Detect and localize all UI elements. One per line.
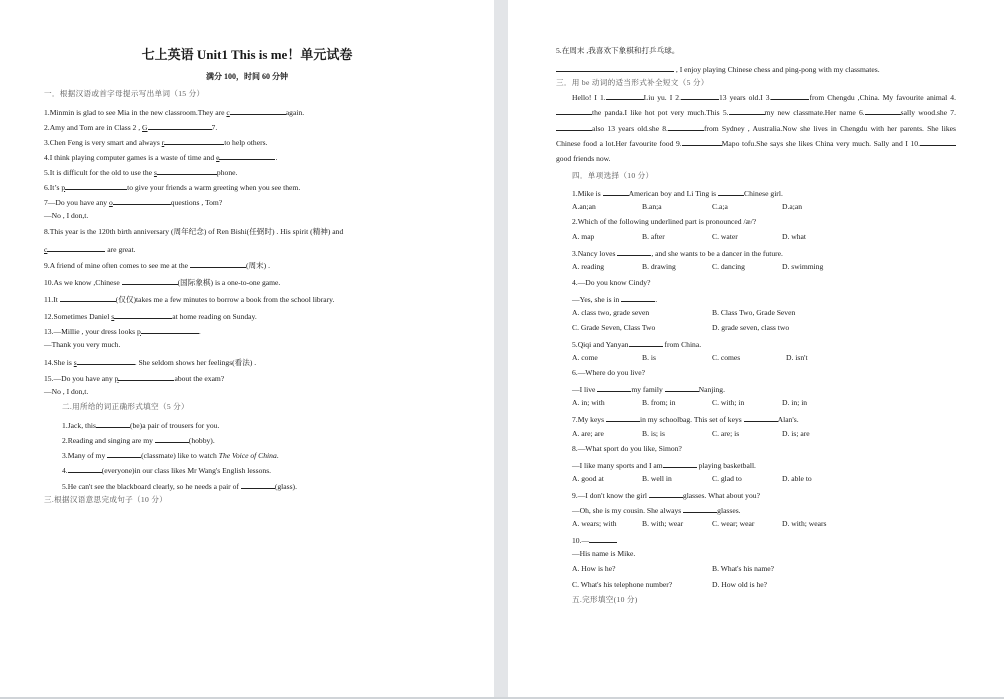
mc-question-4: 4.—Do you know Cindy? <box>572 278 651 287</box>
mc-9-option-a: A. wears; with <box>572 519 617 528</box>
mc-6-option-a: A. in; with <box>572 398 605 407</box>
document-page-left <box>0 0 494 697</box>
mc-5-option-a: A. come <box>572 353 598 362</box>
mc-question-1: 1.Mike is American boy and Li Ting is Chinese girl. <box>572 189 783 198</box>
mc-5-option-b: B. is <box>642 353 656 362</box>
mc-7-option-d: D. is; are <box>782 429 810 438</box>
exam-title: 七上英语 Unit1 This is me！单元试卷 <box>141 47 353 62</box>
section-1-heading: 一．根据汉语或首字母提示写出单词（15 分） <box>44 89 205 98</box>
mc-question-3: 3.Nancy loves , and she wants to be a dancer in the future. <box>572 249 783 258</box>
question-1-9: 9.A friend of mine often comes to see me at the (周末) . <box>44 261 270 270</box>
mc-6-option-d: D. in; in <box>782 398 808 407</box>
mc-question-10-answer: —His name is Mike. <box>572 549 636 558</box>
question-1-13-answer: —Thank you very much. <box>44 340 121 349</box>
section-3b-heading: 三．用 be 动词的适当形式补全短文（5 分） <box>556 78 709 87</box>
mc-8-option-d: D. able to <box>782 474 812 483</box>
question-2-3: 3.Many of my (classmate) like to watch The Voice of China. <box>62 451 279 460</box>
mc-4-option-b: B. Class Two, Grade Seven <box>712 308 796 317</box>
question-1-15: 15.—Do you have any p about the exam? <box>44 374 225 383</box>
question-2-2: 2.Reading and singing are my (hobby). <box>62 436 215 445</box>
question-1-7: 7—Do you have any o questions , Tom? <box>44 198 223 207</box>
question-1-1: 1.Minmin is glad to see Mia in the new classroom.They are c again. <box>44 108 305 117</box>
mc-2-option-c: C. water <box>712 232 738 241</box>
question-2-1: 1.Jack, this (be)a pair of trousers for you. <box>62 421 220 430</box>
exam-subtitle: 满分 100，时间 60 分钟 <box>206 72 288 81</box>
mc-8-option-c: C. glad to <box>712 474 742 483</box>
mc-10-option-b: B. What's his name? <box>712 564 774 573</box>
question-1-3: 3.Chen Feng is very smart and always r to help others. <box>44 138 268 147</box>
mc-question-6: 6.—Where do you live? <box>572 368 645 377</box>
mc-question-6-answer: —I live my family Nanjing. <box>572 385 726 394</box>
mc-4-option-a: A. class two, grade seven <box>572 308 650 317</box>
question-1-7-answer: —No , I don,t. <box>44 211 89 220</box>
mc-7-option-a: A. are; are <box>572 429 604 438</box>
cloze-passage: Hello! I 1. Liu yu. I 2. 13 years old.I 3. from Chengdu ,China. My favourite animal 4.the panda.I like hot pot very much.This 5. my new classmate.Her name 6. sally wood.she 7.also 13 years old.she 8. from Sydney , Australia.Now she lives in Chengdu with her parents. She likes Chinese food a lot.Her favourite food 9. Mapo tofu.She says she likes China very much. Sally and I 10.good friends now. <box>556 93 956 164</box>
mc-question-9: 9.—I don't know the girl glasses. What about you? <box>572 491 760 500</box>
mc-3-option-d: D. swimming <box>782 262 824 271</box>
mc-question-8-answer: —I like many sports and I am playing basketball. <box>572 461 756 470</box>
mc-question-4-answer: —Yes, she is in . <box>572 295 658 304</box>
mc-10-option-a: A. How is he? <box>572 564 616 573</box>
mc-question-5: 5.Qiqi and Yanyan from China. <box>572 340 702 349</box>
mc-2-option-d: D. what <box>782 232 807 241</box>
question-1-5: 5.It is difficult for the old to use the s phone. <box>44 168 238 177</box>
question-1-8-cont: c are great. <box>44 245 136 254</box>
mc-question-9-answer: —Oh, she is my cousin. She always glasses. <box>572 506 741 515</box>
mc-1-option-b: B.an;a <box>642 202 662 211</box>
question-1-4: 4.I think playing computer games is a waste of time and e . <box>44 153 278 162</box>
mc-2-option-b: B. after <box>642 232 665 241</box>
mc-9-option-b: B. with; wear <box>642 519 684 528</box>
question-1-14: 14.She is s . She seldom shows her feelings(看法) . <box>44 358 257 367</box>
section-4-heading: 四．单项选择（10 分） <box>572 171 654 180</box>
question-1-12: 12.Sometimes Daniel s at home reading on Sunday. <box>44 312 257 321</box>
question-1-13: 13.—Millie , your dress looks p . <box>44 327 201 336</box>
mc-3-option-b: B. drawing <box>642 262 676 271</box>
mc-question-10: 10.— <box>572 534 617 546</box>
mc-7-option-c: C. are; is <box>712 429 740 438</box>
mc-8-option-a: A. good at <box>572 474 604 483</box>
mc-6-option-c: C. with; in <box>712 398 745 407</box>
section-5-heading: 五.完形填空(10 分) <box>572 595 638 604</box>
mc-5-option-d: D. isn't <box>786 353 808 362</box>
section-3-heading: 三.根据汉语意思完成句子（10 分） <box>44 495 168 504</box>
question-3-5-english: , I enjoy playing Chinese chess and ping-pong with my classmates. <box>556 63 880 75</box>
document-page-right <box>508 0 1004 697</box>
question-3-5-chinese: 5.在周末 ,我喜欢下象棋和打乒乓球。 <box>556 46 680 55</box>
question-2-4: 4. (everyone)in our class likes Mr Wang's English lessons. <box>62 466 272 475</box>
mc-question-7: 7.My keys in my schoolbag. This set of keys Alan's. <box>572 415 799 424</box>
mc-1-option-a: A.an;an <box>572 202 596 211</box>
mc-2-option-a: A. map <box>572 232 595 241</box>
mc-10-option-d: D. How old is he? <box>712 580 768 589</box>
mc-9-option-c: C. wear; wear <box>712 519 755 528</box>
question-1-2: 2.Amy and Tom are in Class 2 , G 7. <box>44 123 218 132</box>
mc-question-8: 8.—What sport do you like, Simon? <box>572 444 682 453</box>
mc-4-option-c: C. Grade Seven, Class Two <box>572 323 656 332</box>
mc-10-option-c: C. What's his telephone number? <box>572 580 673 589</box>
question-1-15-answer: —No , I don,t. <box>44 387 89 396</box>
mc-4-option-d: D. grade seven, class two <box>712 323 790 332</box>
mc-1-option-c: C.a;a <box>712 202 728 211</box>
mc-3-option-c: C. dancing <box>712 262 745 271</box>
question-2-5: 5.He can't see the blackboard clearly, so he needs a pair of (glass). <box>62 482 297 491</box>
mc-3-option-a: A. reading <box>572 262 605 271</box>
mc-9-option-d: D. with; wears <box>782 519 827 528</box>
question-1-8: 8.This year is the 120th birth anniversary (周年纪念) of Ren Bishi(任弼时) . His spirit (精神) and <box>44 227 344 236</box>
mc-5-option-c: C. comes <box>712 353 741 362</box>
mc-1-option-d: D.a;an <box>782 202 803 211</box>
mc-question-2: 2.Which of the following underlined part is pronounced /æ/? <box>572 217 757 226</box>
question-1-6: 6.It’s p to give your friends a warm greeting when you see them. <box>44 183 301 192</box>
mc-6-option-b: B. from; in <box>642 398 676 407</box>
question-1-11: 11.It (仅仅)takes me a few minutes to borrow a book from the school library. <box>44 295 335 304</box>
question-1-10: 10.As we know ,Chinese (国际象棋) is a one-to-one game. <box>44 278 281 287</box>
section-2-heading: 二.用所给的词正确形式填空（5 分） <box>62 402 189 411</box>
mc-7-option-b: B. is; is <box>642 429 666 438</box>
mc-8-option-b: B. well in <box>642 474 672 483</box>
